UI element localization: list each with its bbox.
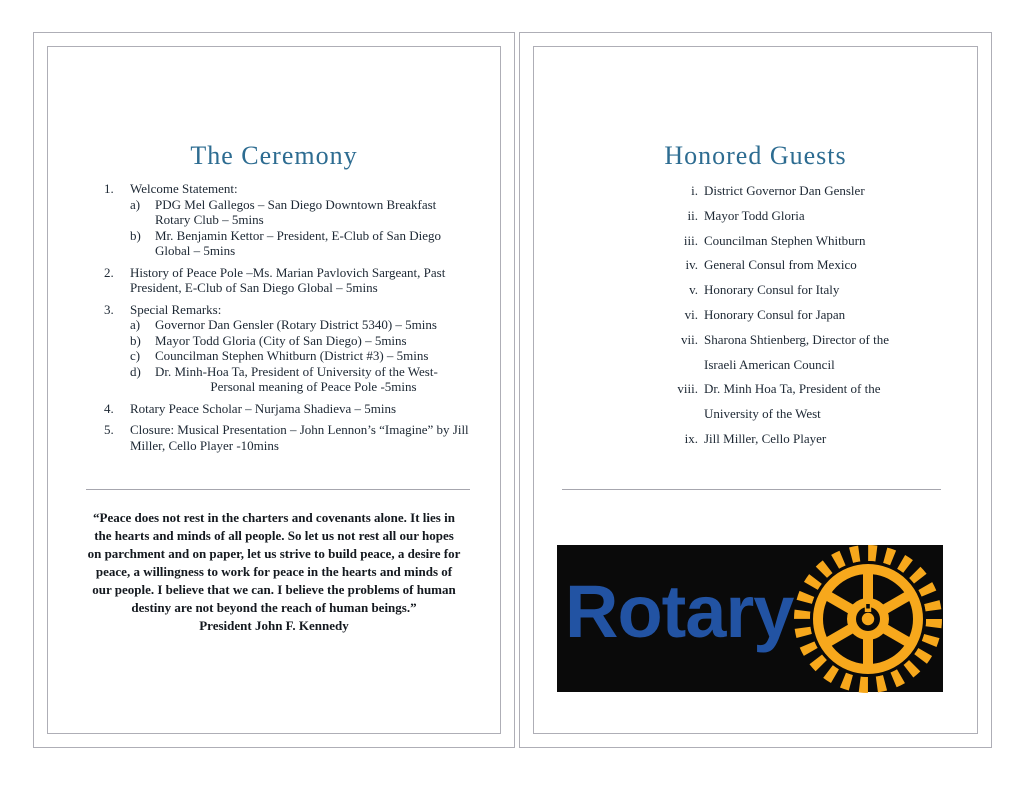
program-subitem-centered-line: Personal meaning of Peace Pole -5mins bbox=[210, 379, 417, 394]
program-item bbox=[104, 422, 472, 453]
program-subitem-text: Governor Dan Gensler (Rotary District 5340) – 5mins bbox=[155, 317, 437, 332]
program-item-row bbox=[104, 302, 472, 318]
program-subitem-row bbox=[130, 197, 472, 228]
program-item-number: 3. bbox=[104, 301, 114, 317]
program-item bbox=[104, 265, 472, 296]
guest-numeral: iii. bbox=[683, 232, 698, 248]
program-item bbox=[104, 401, 472, 417]
guest-numeral: vi. bbox=[684, 306, 698, 322]
guest-row bbox=[653, 229, 977, 254]
rotary-wordmark: Rotary bbox=[565, 570, 794, 653]
program-subitem-row bbox=[130, 348, 472, 364]
page-right-inner-frame bbox=[533, 46, 978, 734]
right-section-divider bbox=[562, 489, 941, 490]
program-subitem-text: Mr. Benjamin Kettor – President, E-Club of San Diego Global – 5mins bbox=[155, 227, 441, 258]
quote-text: “Peace does not rest in the charters and covenants alone. It lies in the hearts and minds of all people. So let us not rest all our hopes on parchment and on paper, let us strive to build peace, a desire for peace, a willingness to work for peace in the hearts and minds of our people. I believe that we can. I believe the problems of human destiny are not beyond the reach of human beings.” bbox=[87, 510, 461, 615]
page-left-ceremony bbox=[33, 32, 515, 748]
ceremony-program-list bbox=[48, 181, 500, 453]
guest-row bbox=[653, 179, 977, 204]
program-subitem-row bbox=[130, 364, 472, 395]
program-item-text: Closure: Musical Presentation – John Lennon’s “Imagine” by Jill Miller, Cello Player -10mins bbox=[130, 422, 469, 453]
program-item-number: 4. bbox=[104, 400, 114, 416]
guest-row bbox=[653, 253, 977, 278]
program-subitem-letter: a) bbox=[130, 196, 141, 212]
guest-numeral: ii. bbox=[687, 207, 698, 223]
guest-numeral: ix. bbox=[684, 430, 698, 446]
guest-name: Honorary Consul for Italy bbox=[704, 282, 840, 298]
program-item-text: Special Remarks: bbox=[130, 301, 222, 317]
program-item-text: Welcome Statement: bbox=[130, 181, 238, 196]
program-subitem-letter: c) bbox=[130, 348, 141, 363]
rotary-logo bbox=[557, 545, 943, 692]
page-left-inner-frame bbox=[47, 46, 501, 734]
program-item-row bbox=[104, 181, 472, 197]
guest-name: Honorary Consul for Japan bbox=[704, 306, 846, 322]
program-subitem-letter: b) bbox=[130, 332, 141, 348]
program-item-row bbox=[104, 265, 472, 296]
program-subitem-letter: a) bbox=[130, 317, 141, 332]
guest-row bbox=[653, 377, 977, 427]
guest-name: District Governor Dan Gensler bbox=[704, 183, 865, 198]
program-subitem-row bbox=[130, 317, 472, 333]
guest-row bbox=[653, 427, 977, 452]
program-subitem-row bbox=[130, 333, 472, 349]
guest-numeral: vii. bbox=[681, 331, 698, 347]
guest-row bbox=[653, 328, 977, 378]
guest-numeral: viii. bbox=[677, 381, 698, 397]
guest-name: Dr. Minh Hoa Ta, President of the University of the West bbox=[704, 381, 881, 422]
guest-name: General Consul from Mexico bbox=[704, 257, 857, 273]
rotary-wheel-icon bbox=[792, 543, 944, 695]
program-subitem-letter: b) bbox=[130, 227, 141, 243]
program-item bbox=[104, 181, 472, 259]
ceremony-title: The Ceremony bbox=[190, 141, 358, 170]
program-subitem-text: Dr. Minh-Hoa Ta, President of University of the West- Personal meaning of Peace Pole -5mins bbox=[155, 364, 472, 395]
guest-row bbox=[653, 303, 977, 328]
honored-guests-list bbox=[534, 179, 977, 452]
guest-name: Councilman Stephen Whitburn bbox=[704, 232, 866, 248]
program-subitem-row bbox=[130, 228, 472, 259]
left-section-divider bbox=[86, 489, 470, 490]
guest-name: Sharona Shtienberg, Director of the Israeli American Council bbox=[704, 331, 889, 372]
program-item-number: 5. bbox=[104, 422, 114, 437]
program-subitem-text: PDG Mel Gallegos – San Diego Downtown Breakfast Rotary Club – 5mins bbox=[155, 196, 437, 227]
honored-guests-title: Honored Guests bbox=[664, 141, 847, 170]
program-item bbox=[104, 302, 472, 395]
program-item-text: History of Peace Pole –Ms. Marian Pavlovich Sargeant, Past President, E-Club of San Diego Global – 5mins bbox=[130, 264, 446, 295]
program-item-row bbox=[104, 422, 472, 453]
program-subitem-letter: d) bbox=[130, 363, 141, 379]
guest-name: Jill Miller, Cello Player bbox=[704, 430, 827, 446]
guest-numeral: iv. bbox=[685, 257, 698, 273]
guest-numeral: v. bbox=[689, 282, 698, 298]
quote-attribution: President John F. Kennedy bbox=[199, 618, 349, 633]
program-item-row bbox=[104, 401, 472, 417]
page-right-honored-guests bbox=[519, 32, 992, 748]
program-subitem-text: Councilman Stephen Whitburn (District #3) – 5mins bbox=[155, 348, 429, 363]
guest-numeral: i. bbox=[691, 183, 698, 198]
program-subitem-text: Mayor Todd Gloria (City of San Diego) – 5mins bbox=[155, 332, 407, 348]
kennedy-quote-block bbox=[86, 509, 462, 635]
guest-row bbox=[653, 278, 977, 303]
guest-name: Mayor Todd Gloria bbox=[704, 207, 805, 223]
program-item-number: 1. bbox=[104, 181, 114, 196]
program-item-number: 2. bbox=[104, 264, 114, 280]
program-item-text: Rotary Peace Scholar – Nurjama Shadieva – 5mins bbox=[130, 400, 397, 416]
guest-row bbox=[653, 204, 977, 229]
